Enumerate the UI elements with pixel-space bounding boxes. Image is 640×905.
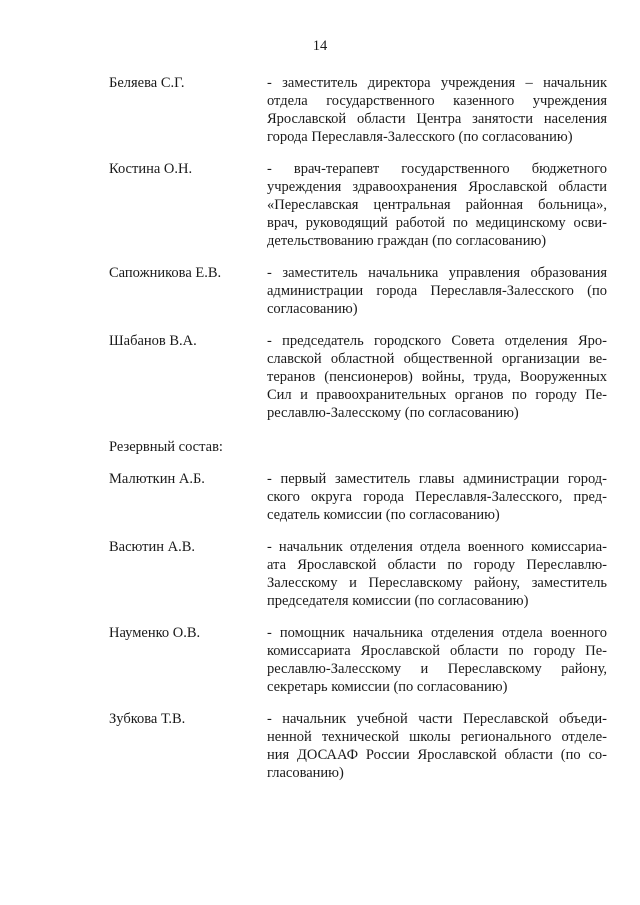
position-line: - помощник начальника отделения отдела военного	[267, 625, 607, 641]
member-name: Зубкова Т.В.	[109, 711, 186, 727]
member-name: Сапожникова Е.В.	[109, 265, 222, 281]
position-line: согласованию)	[267, 301, 358, 317]
position-line: - врач-терапевт государственного бюджетного	[267, 161, 607, 177]
position-line: Ярославской области Центра занятости населения	[267, 111, 607, 127]
position-line: «Переславская центральная районная больница»,	[267, 197, 607, 213]
position-line: реславлю-Залесскому (по согласованию)	[267, 405, 519, 421]
position-line: Залесскому и Переславскому району, заместитель	[267, 575, 607, 591]
position-line: седатель комиссии (по согласованию)	[267, 507, 500, 523]
position-line: славской областной общественной организации ве-	[267, 351, 607, 367]
position-line: ата Ярославской области по городу Переславлю-	[267, 557, 607, 573]
member-position	[267, 470, 607, 524]
position-line: - заместитель директора учреждения – начальник	[267, 75, 607, 91]
position-line: администрации города Переславля-Залесского (по	[267, 283, 607, 299]
position-line: учреждения здравоохранения Ярославской области	[267, 179, 607, 195]
position-line: Сил и правоохранительных органов по городу Пе-	[267, 387, 607, 403]
position-line: - начальник отделения отдела военного комиссариа-	[267, 539, 607, 555]
position-line: ненной технической школы регионального отделе-	[267, 729, 607, 745]
member-name: Шабанов В.А.	[109, 333, 197, 349]
page-number: 14	[312, 38, 328, 54]
member-position	[267, 710, 607, 782]
position-line: комиссариата Ярославской области по городу Пе-	[267, 643, 607, 659]
member-name: Костина О.Н.	[109, 161, 193, 177]
position-line: детельствованию граждан (по согласованию)	[267, 233, 547, 249]
reserve-heading: Резервный состав:	[109, 439, 223, 455]
member-position	[267, 332, 607, 422]
position-line: теранов (пенсионеров) войны, труда, Вооруженных	[267, 369, 607, 385]
member-position	[267, 74, 607, 146]
member-position	[267, 624, 607, 696]
member-position	[267, 160, 607, 250]
position-line: секретарь комиссии (по согласованию)	[267, 679, 508, 695]
member-position	[267, 538, 607, 610]
position-line: отдела государственного казенного учреждения	[267, 93, 607, 109]
position-line: города Переславля-Залесского (по согласованию)	[267, 129, 573, 145]
position-line: - первый заместитель главы администрации город-	[267, 471, 607, 487]
position-line: - заместитель начальника управления образования	[267, 265, 607, 281]
position-line: ского округа города Переславля-Залесского, пред-	[267, 489, 607, 505]
position-line: гласованию)	[267, 765, 344, 781]
member-name: Васютин А.В.	[109, 539, 196, 555]
position-line: врач, руководящий работой по медицинскому осви-	[267, 215, 607, 231]
member-name: Малюткин А.Б.	[109, 471, 205, 487]
position-line: - председатель городского Совета отделения Яро-	[267, 333, 607, 349]
member-position	[267, 264, 607, 318]
position-line: председателя комиссии (по согласованию)	[267, 593, 529, 609]
position-line: ния ДОСААФ России Ярославской области (по со-	[267, 747, 607, 763]
member-name: Беляева С.Г.	[109, 75, 185, 91]
position-line: - начальник учебной части Переславской объеди-	[267, 711, 607, 727]
position-line: реславлю-Залесскому и Переславскому району,	[267, 661, 607, 677]
member-name: Науменко О.В.	[109, 625, 201, 641]
